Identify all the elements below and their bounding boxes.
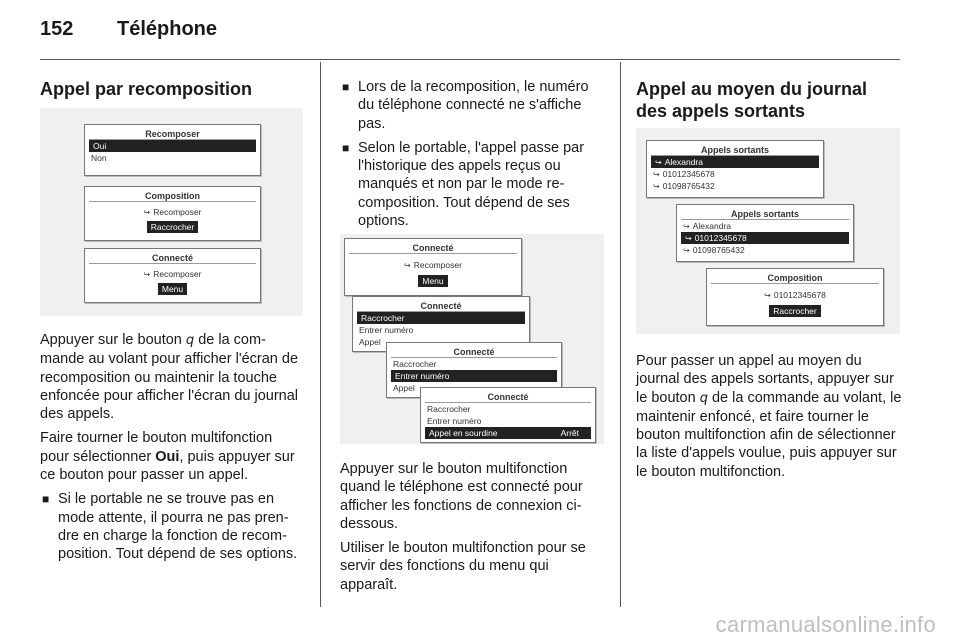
recomposer-item: Recomposer <box>153 207 202 217</box>
bullet-3: ■ Selon le portable, l'appel passe par l'historique des appels reçus ou manqués et non par le mode recomposition. Tout dépend de ses options. <box>340 139 605 230</box>
phone-arrow-icon: ↪ <box>683 222 690 231</box>
screen-connecte-1: Connecté ↪ Recomposer Menu <box>344 238 522 296</box>
screen-recomposer <box>84 124 261 176</box>
phone-arrow-icon: ↪ <box>653 182 660 191</box>
paragraph-5: Pour passer un appel au moyen du journal des appels sortants, appuyer sur le bouton q de la commande au volant, le maintenir enfoncé, et faire tourner le bouton multifonction afin de sélectionner la liste d'appels voulue, puis appuyer sur le bouton multifonction. <box>636 353 902 480</box>
raccrocher-button: Raccrocher <box>147 221 198 233</box>
screen-title: Connecté <box>151 253 193 263</box>
raccrocher-button: Raccrocher <box>769 305 820 317</box>
screen-composition <box>84 186 261 241</box>
paragraph-1: Appuyer sur le bouton q de la commande au volant pour afficher l'écran de recomposition ou maintenir la touche enfoncée pour afficher l'écran du journal des appels. <box>40 332 299 423</box>
phone-arrow-icon: ↪ <box>143 208 151 217</box>
section-title-journal: Appel au moyen du journal des appels sortants <box>636 79 868 121</box>
page-title: Téléphone <box>117 18 218 40</box>
screen-title: Composition <box>145 191 200 201</box>
recomposition-screens-panel <box>40 108 303 316</box>
option-oui: Oui <box>89 140 256 152</box>
bullet-2: ■ Lors de la recomposition, le numéro du téléphone connecté ne s'affiche pas. <box>340 78 605 133</box>
screen-title: Recomposer <box>145 129 200 139</box>
phone-handset-icon: q <box>699 390 708 406</box>
page-number: 152 <box>40 18 74 40</box>
phone-arrow-icon: ↪ <box>655 158 662 167</box>
phone-handset-icon: q <box>185 333 195 348</box>
paragraph-2: Faire tourner le bouton multifonction pour sélectionner Oui, puis appuyer sur ce bouton pour passer un appel. <box>40 430 295 484</box>
col3-body <box>636 352 902 487</box>
screen-connecte-4: Connecté Raccrocher Entrer numéro Appel en sourdine Arrêt <box>420 387 596 443</box>
phone-arrow-icon: ↪ <box>683 246 690 255</box>
screen-connecte <box>84 248 261 303</box>
bullet-1: ■ Si le portable ne se trouve pas en mode attente, il pourra ne pas prendre en charge la fonction de recomposition. Tout dépend de ses options. <box>40 490 304 563</box>
arret-label: Arrêt <box>560 428 579 438</box>
section-title-recomposition: Appel par recomposition <box>40 79 253 99</box>
paragraph-3: Appuyer sur le bouton multifonction quand le téléphone est connecté pour afficher les fonctions de connexion ci-dessous. <box>340 461 583 532</box>
screen-composition-journal: Composition ↪ 01012345678 Raccrocher <box>706 268 884 326</box>
header-rule <box>40 59 900 60</box>
menu-button: Menu <box>418 275 447 287</box>
screen-appels-sortants-1: Appels sortants ↪ Alexandra ↪ 01012345678 ↪ 01098765432 <box>646 140 824 198</box>
phone-arrow-icon: ↪ <box>685 234 692 243</box>
column-divider-1 <box>320 62 321 607</box>
connecte-screens-panel <box>340 234 604 444</box>
journal-screens-panel <box>636 128 900 334</box>
menu-button: Menu <box>158 283 187 295</box>
phone-arrow-icon: ↪ <box>404 261 411 270</box>
screen-connecte-3: Connecté Raccrocher Entrer numéro Appel <box>386 342 562 398</box>
recomposer-item: Recomposer <box>153 269 202 279</box>
col2-bullets <box>340 78 605 236</box>
phone-arrow-icon: ↪ <box>653 170 660 179</box>
col2-body <box>340 460 605 600</box>
option-non: Non <box>91 153 107 163</box>
phone-arrow-icon: ↪ <box>764 291 771 300</box>
watermark: carmanualsonline.info <box>715 612 936 637</box>
paragraph-4: Utiliser le bouton multifonction pour se servir des fonctions du menu qui apparaît. <box>340 540 586 593</box>
screen-appels-sortants-2: Appels sortants ↪ Alexandra ↪ 01012345678 ↪ 01098765432 <box>676 204 854 262</box>
col1-body <box>40 331 304 570</box>
column-divider-2 <box>620 62 621 607</box>
phone-arrow-icon: ↪ <box>143 270 151 279</box>
screen-connecte-2: Connecté Raccrocher Entrer numéro Appel <box>352 296 530 352</box>
